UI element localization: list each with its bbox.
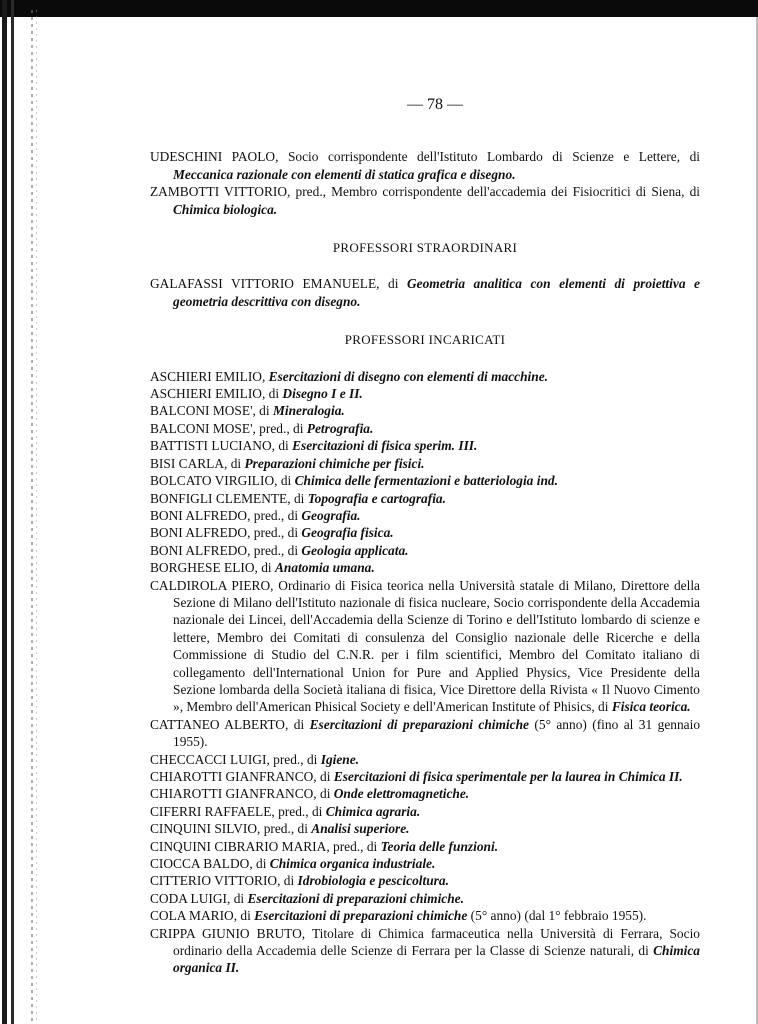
faculty-name: BISI CARLA bbox=[150, 455, 225, 471]
faculty-name: BOLCATO VIRGILIO bbox=[150, 473, 275, 489]
page-number: — 78 — bbox=[407, 96, 463, 113]
faculty-entry bbox=[150, 368, 700, 385]
faculty-entry bbox=[150, 716, 700, 751]
faculty-name: UDESCHINI PAOLO bbox=[150, 149, 276, 165]
faculty-name: CODA LUIGI bbox=[150, 890, 227, 906]
faculty-entry bbox=[150, 148, 700, 183]
course-subject: Geografia. bbox=[301, 507, 361, 523]
faculty-name: CRIPPA GIUNIO BRUTO bbox=[150, 925, 302, 941]
faculty-entry bbox=[150, 507, 700, 524]
section-title-incaricati: PROFESSORI INCARICATI bbox=[344, 332, 506, 348]
entry-note: (5° anno) (dal 1° febbraio 1955). bbox=[467, 908, 647, 924]
entry-description: , Socio corrispondente dell'Istituto Lombardo di Scienze e Lettere, di bbox=[275, 149, 700, 165]
faculty-entry bbox=[150, 820, 700, 837]
faculty-entry bbox=[150, 803, 700, 820]
faculty-name: CHIAROTTI GIANFRANCO bbox=[150, 769, 314, 784]
course-subject: Mineralogia. bbox=[272, 403, 345, 419]
course-subject: Chimica organica II. bbox=[173, 943, 700, 976]
faculty-name: BALCONI MOSE' bbox=[150, 403, 253, 419]
faculty-name: BALCONI MOSE' bbox=[150, 420, 253, 436]
faculty-name: GALAFASSI VITTORIO EMANUELE bbox=[150, 276, 377, 292]
straordinari-entries bbox=[150, 275, 700, 310]
course-subject: Esercitazioni di fisica sperim. III. bbox=[292, 438, 478, 454]
faculty-entry bbox=[150, 455, 700, 472]
entry-description: , pred., di bbox=[252, 420, 307, 436]
entry-description: , pred., di bbox=[247, 507, 302, 523]
entry-description: , pred., di bbox=[271, 803, 326, 819]
faculty-name: CINQUINI CIBRARIO MARIA bbox=[150, 838, 327, 854]
entry-description: , di bbox=[249, 856, 270, 872]
faculty-entry bbox=[150, 542, 700, 559]
entry-description: , Ordinario di Fisica teorica nella Università statale di Milano, Direttore della Sezione di Milano dell'Istituto nazionale di fisica nucleare, Socio corrispondente della Accademia nazionale dei Lincei, dell'Accademia della Scienze di Torino e dell'Istituto lombardo di scienze e lettere, Membro dei Comitati di consulenza del Consiglio nazionale delle Ricerche e della Commissione di Studio del C.N.R. per i film scientifici, Membro del Comitato italiano di collegamento dell'International Union for Pure and Applied Physics, Vice Presidente della Sezione lombarda della Società italiana di fisica, Vice Direttore della Rivista « Il Nuovo Cimento », Membro dell'American Phisical Society e dell'American Institute of Phisics, di bbox=[173, 577, 700, 715]
entry-description: , di bbox=[233, 908, 255, 924]
faculty-name: CITTERIO VITTORIO bbox=[150, 873, 278, 889]
course-subject: Geologia applicata. bbox=[301, 542, 409, 558]
entry-description: , pred., di bbox=[247, 525, 302, 541]
course-subject: Esercitazioni di preparazioni chimiche bbox=[309, 716, 529, 732]
course-subject: Igiene. bbox=[320, 751, 360, 767]
faculty-name: BONI ALFREDO bbox=[150, 507, 248, 523]
faculty-entry bbox=[150, 437, 700, 454]
document-page bbox=[150, 96, 700, 977]
faculty-entry bbox=[150, 925, 700, 977]
course-subject: Topografia e cartografia. bbox=[307, 490, 446, 506]
course-subject: Chimica delle fermentazioni e batteriologia ind. bbox=[294, 473, 558, 489]
course-subject: Chimica agraria. bbox=[325, 803, 421, 819]
course-subject: Esercitazioni di fisica sperimentale per la laurea in Chimica II. bbox=[333, 769, 683, 784]
scan-binding-shadow bbox=[31, 10, 33, 1024]
entry-description: , di bbox=[284, 716, 310, 732]
incaricati-entries bbox=[150, 368, 700, 977]
entry-description: , pred., di bbox=[326, 838, 381, 854]
faculty-name: CHIAROTTI GIANFRANCO bbox=[150, 786, 314, 802]
entry-description: , di bbox=[274, 473, 295, 489]
entry-description: , di bbox=[277, 873, 298, 889]
course-subject: Meccanica razionale con elementi di statica grafica e disegno. bbox=[173, 166, 516, 182]
course-subject: Disegno I e II. bbox=[282, 386, 363, 402]
course-subject: Geometria analitica con elementi di proiettiva e geometria descrittiva con disegno. bbox=[173, 276, 701, 309]
section-title-straordinari: PROFESSORI STRAORDINARI bbox=[332, 240, 518, 256]
faculty-name: BORGHESE ELIO bbox=[150, 560, 255, 576]
faculty-name: CHECCACCI LUIGI bbox=[150, 751, 267, 767]
course-subject: Geografia fisica. bbox=[301, 525, 394, 541]
faculty-entry bbox=[150, 559, 700, 576]
faculty-name: BONFIGLI CLEMENTE bbox=[150, 490, 288, 506]
entry-description: , di bbox=[313, 769, 334, 784]
faculty-entry bbox=[150, 855, 700, 872]
course-subject: Chimica organica industriale. bbox=[269, 856, 436, 872]
scan-binding-edge bbox=[11, 0, 14, 1024]
course-subject: Petrografia. bbox=[306, 420, 374, 436]
course-subject: Esercitazioni di preparazioni chimiche. bbox=[247, 890, 464, 906]
entry-description: , di bbox=[254, 560, 275, 576]
entry-description: , di bbox=[376, 276, 407, 292]
scan-binding-edge bbox=[2, 0, 7, 1024]
course-subject: Chimica biologica. bbox=[173, 201, 278, 217]
faculty-entry bbox=[150, 420, 700, 437]
course-subject: Fisica teorica. bbox=[611, 699, 691, 715]
faculty-entry bbox=[150, 524, 700, 541]
faculty-entry bbox=[150, 577, 700, 716]
faculty-entry bbox=[150, 838, 700, 855]
faculty-name: BONI ALFREDO bbox=[150, 525, 248, 541]
faculty-entry bbox=[150, 275, 700, 310]
entry-description: , bbox=[261, 368, 269, 384]
faculty-name: CIFERRI RAFFAELE bbox=[150, 803, 272, 819]
faculty-entry bbox=[150, 751, 700, 768]
entry-note: (5° anno) (fino al 31 gennaio 1955). bbox=[173, 716, 701, 750]
entry-description: , di bbox=[271, 438, 293, 454]
intro-entries bbox=[150, 148, 700, 218]
entry-description: , di bbox=[261, 386, 283, 402]
scan-binding-shadow bbox=[36, 10, 37, 1024]
scan-top-border bbox=[0, 0, 758, 17]
faculty-name: CALDIROLA PIERO bbox=[150, 577, 271, 593]
entry-description: , di bbox=[224, 455, 245, 471]
faculty-entry bbox=[150, 872, 700, 889]
faculty-name: CINQUINI SILVIO bbox=[150, 821, 257, 837]
entry-description: , di bbox=[252, 403, 273, 419]
course-subject: Esercitazioni di preparazioni chimiche bbox=[254, 908, 468, 924]
faculty-name: COLA MARIO bbox=[150, 908, 234, 924]
course-subject: Anatomia umana. bbox=[275, 560, 375, 576]
faculty-entry bbox=[150, 907, 700, 924]
faculty-name: BATTISTI LUCIANO bbox=[150, 438, 272, 454]
faculty-entry bbox=[150, 785, 700, 802]
entry-description: , Titolare di Chimica farmaceutica nella Università di Ferrara, Socio ordinario della Accademia delle Scienze di Ferrara per la Classe di Scienze naturali, di bbox=[173, 925, 700, 959]
entry-description: , pred., di bbox=[266, 751, 321, 767]
faculty-entry bbox=[150, 472, 700, 489]
faculty-entry bbox=[150, 183, 700, 218]
course-subject: Idrobiologia e pescicoltura. bbox=[297, 873, 449, 889]
course-subject: Preparazioni chimiche per fisici. bbox=[244, 455, 425, 471]
course-subject: Analisi superiore. bbox=[311, 821, 410, 837]
faculty-name: ASCHIERI EMILIO bbox=[150, 386, 262, 402]
faculty-entry bbox=[150, 402, 700, 419]
entry-description: , pred., Membro corrispondente dell'accademia dei Fisiocritici di Siena, di bbox=[287, 184, 700, 200]
entry-description: , pred., di bbox=[247, 542, 302, 558]
course-subject: Esercitazioni di disegno con elementi di macchine. bbox=[268, 368, 548, 384]
faculty-name: CATTANEO ALBERTO bbox=[150, 716, 285, 732]
entry-description: , di bbox=[287, 490, 308, 506]
faculty-entry bbox=[150, 385, 700, 402]
entry-description: , pred., di bbox=[257, 821, 312, 837]
faculty-name: BONI ALFREDO bbox=[150, 542, 248, 558]
faculty-name: CIOCCA BALDO bbox=[150, 856, 250, 872]
faculty-name: ZAMBOTTI VITTORIO bbox=[150, 184, 288, 200]
course-subject: Teoria delle funzioni. bbox=[380, 838, 499, 854]
faculty-entry bbox=[150, 490, 700, 507]
faculty-entry bbox=[150, 768, 700, 785]
faculty-name: ASCHIERI EMILIO bbox=[150, 368, 262, 384]
entry-description: , di bbox=[313, 786, 334, 802]
course-subject: Onde elettromagnetiche. bbox=[333, 786, 470, 802]
entry-description: , di bbox=[227, 890, 248, 906]
faculty-entry bbox=[150, 890, 700, 907]
